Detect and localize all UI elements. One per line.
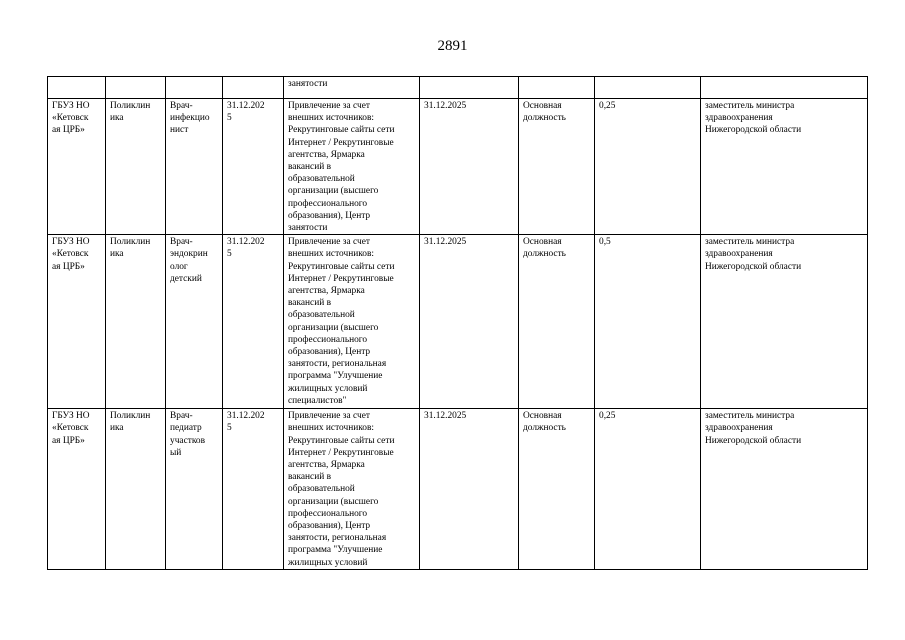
cell-date-from: 31.12.202 5 xyxy=(223,409,284,570)
cell-responsible: заместитель министра здравоохранения Нижегородской области xyxy=(701,409,868,570)
table-row-continuation xyxy=(48,77,868,99)
cell-unit: Поликлин ика xyxy=(106,99,166,235)
cell-sources: Привлечение за счет внешних источников: Рекрутинговые сайты сети Интернет / Рекрутинговые агентства, Ярмарка вакансий в образовательной организации (высшего профессионального образования), Центр занятости, региональная программа "Улучшение жилищных условий xyxy=(284,409,420,570)
cell-job-type xyxy=(519,77,595,99)
table-row xyxy=(48,99,868,235)
cell-responsible xyxy=(701,77,868,99)
table-row xyxy=(48,235,868,409)
cell-org: ГБУЗ НО «Кетовск ая ЦРБ» xyxy=(48,99,106,235)
cell-responsible: заместитель министра здравоохранения Нижегородской области xyxy=(701,99,868,235)
vacancy-table xyxy=(47,76,868,570)
cell-sources: занятости xyxy=(284,77,420,99)
cell-date-from: 31.12.202 5 xyxy=(223,235,284,409)
cell-sources: Привлечение за счет внешних источников: Рекрутинговые сайты сети Интернет / Рекрутинговые агентства, Ярмарка вакансий в образовательной организации (высшего профессионального образования), Центр занятости, региональная программа "Улучшение жилищных условий специалистов" xyxy=(284,235,420,409)
cell-date-to: 31.12.2025 xyxy=(420,99,519,235)
table-row xyxy=(48,409,868,570)
cell-responsible: заместитель министра здравоохранения Нижегородской области xyxy=(701,235,868,409)
page-number: 2891 xyxy=(437,38,468,54)
cell-unit: Поликлин ика xyxy=(106,409,166,570)
cell-date-from: 31.12.202 5 xyxy=(223,99,284,235)
cell-date-to: 31.12.2025 xyxy=(420,409,519,570)
cell-job-type: Основная должность xyxy=(519,99,595,235)
cell-position: Врач- эндокрин олог детский xyxy=(166,235,223,409)
cell-position xyxy=(166,77,223,99)
cell-rate xyxy=(595,77,701,99)
cell-org: ГБУЗ НО «Кетовск ая ЦРБ» xyxy=(48,235,106,409)
cell-position: Врач- педиатр участков ый xyxy=(166,409,223,570)
cell-org: ГБУЗ НО «Кетовск ая ЦРБ» xyxy=(48,409,106,570)
cell-job-type: Основная должность xyxy=(519,235,595,409)
cell-rate: 0,25 xyxy=(595,99,701,235)
cell-unit: Поликлин ика xyxy=(106,235,166,409)
cell-date-to xyxy=(420,77,519,99)
cell-org xyxy=(48,77,106,99)
cell-date-from xyxy=(223,77,284,99)
cell-rate: 0,5 xyxy=(595,235,701,409)
cell-job-type: Основная должность xyxy=(519,409,595,570)
cell-date-to: 31.12.2025 xyxy=(420,235,519,409)
cell-unit xyxy=(106,77,166,99)
cell-position: Врач- инфекцио нист xyxy=(166,99,223,235)
cell-rate: 0,25 xyxy=(595,409,701,570)
cell-sources: Привлечение за счет внешних источников: Рекрутинговые сайты сети Интернет / Рекрутинговые агентства, Ярмарка вакансий в образовательной организации (высшего профессионального образования), Центр занятости xyxy=(284,99,420,235)
